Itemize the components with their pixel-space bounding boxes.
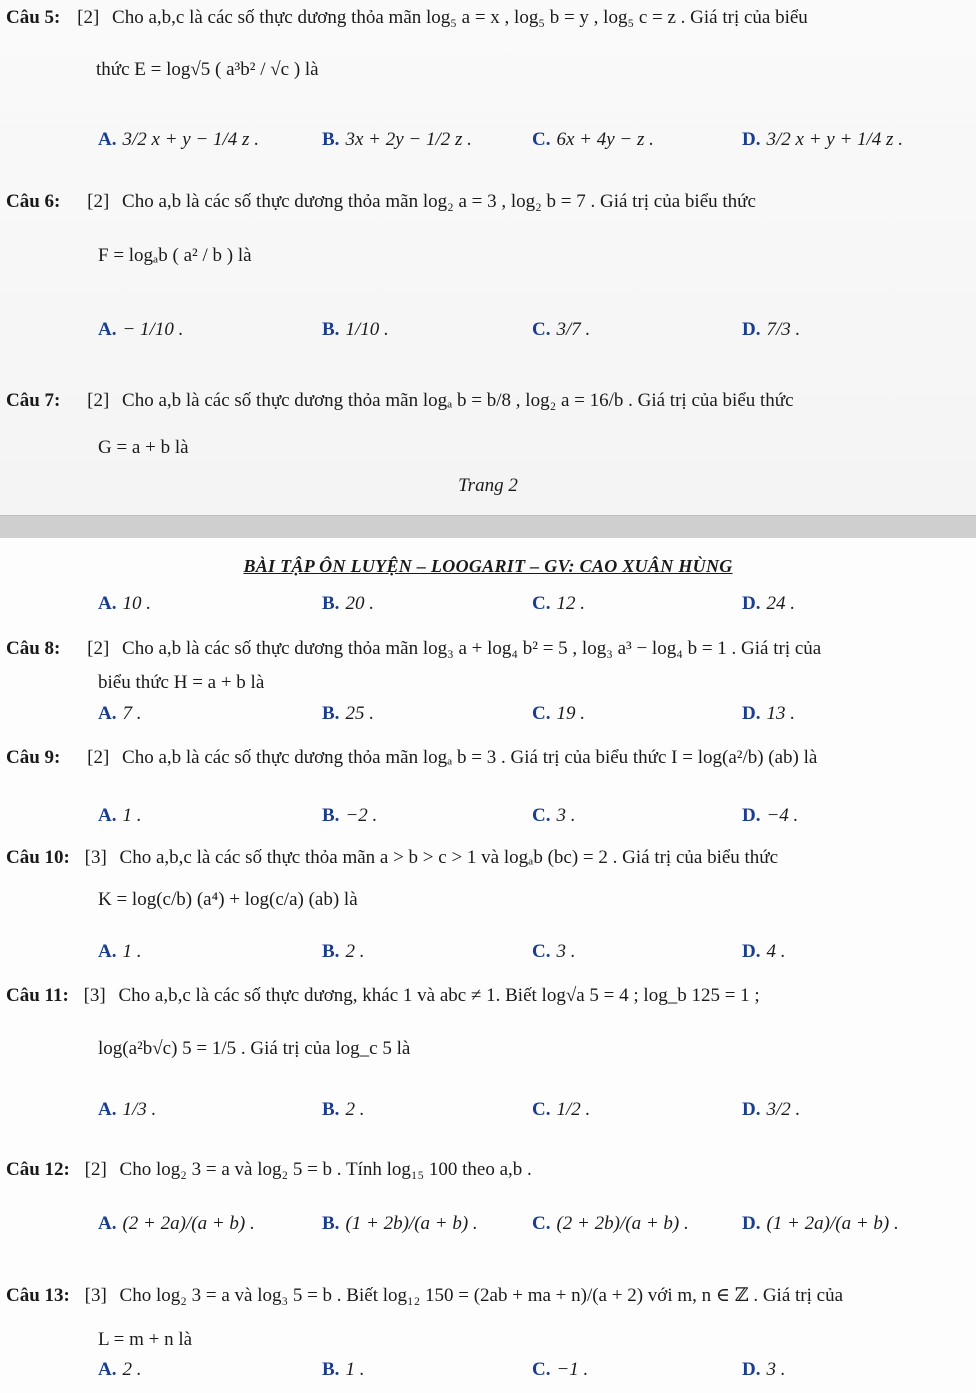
option-label: D. <box>742 1213 761 1234</box>
question-text: F = logₐb ( a² / b ) là <box>98 245 252 266</box>
question-number: Câu 7: <box>6 390 61 411</box>
option-label: A. <box>98 1213 117 1234</box>
option-label: C. <box>532 1359 551 1380</box>
option-label: D. <box>742 593 761 614</box>
option-value: 4 . <box>766 941 786 962</box>
option-b[interactable] <box>322 1358 364 1382</box>
option-value: −1 . <box>556 1359 589 1380</box>
question-text: L = m + n là <box>98 1329 193 1350</box>
option-b[interactable] <box>322 1098 364 1122</box>
option-value: (1 + 2a)/(a + b) . <box>766 1213 899 1234</box>
question-10-line-2 <box>98 888 358 912</box>
option-a[interactable] <box>98 1098 156 1122</box>
option-b[interactable] <box>322 940 364 964</box>
question-number: Câu 11: <box>6 985 69 1006</box>
difficulty-level: [2] <box>84 1159 107 1180</box>
question-number: Câu 10: <box>6 847 70 868</box>
option-value: 19 . <box>556 703 585 724</box>
option-value: 7/3 . <box>766 319 801 340</box>
option-value: (2 + 2b)/(a + b) . <box>556 1213 689 1234</box>
option-label: D. <box>742 1359 761 1380</box>
option-value: 2 . <box>345 941 365 962</box>
option-a[interactable] <box>98 940 141 964</box>
option-c[interactable] <box>532 702 585 726</box>
option-value: 3/2 x + y − 1/4 z . <box>122 129 259 150</box>
option-value: 3 . <box>766 1359 786 1380</box>
question-text: G = a + b là <box>98 437 189 458</box>
option-label: B. <box>322 805 340 826</box>
option-d[interactable] <box>742 1358 785 1382</box>
option-value: (1 + 2b)/(a + b) . <box>345 1213 478 1234</box>
option-label: A. <box>98 1099 117 1120</box>
option-label: C. <box>532 129 551 150</box>
option-value: 1/2 . <box>556 1099 591 1120</box>
question-text: Cho a,b,c là các số thực dương, khác 1 và abc ≠ 1. Biết log√a 5 = 4 ; log_b 125 = 1 ; <box>118 985 760 1006</box>
document-page-2 <box>0 538 976 1393</box>
question-11-line-2 <box>98 1037 410 1061</box>
question-11-line-1 <box>6 984 760 1008</box>
option-value: 13 . <box>766 703 795 724</box>
question-number: Câu 6: <box>6 191 61 212</box>
question-text: Cho a,b là các số thực dương thỏa mãn log₂ a = 3 , log₂ b = 7 . Giá trị của biểu thức <box>122 191 756 212</box>
option-c[interactable] <box>532 1358 588 1382</box>
page-header: BÀI TẬP ÔN LUYỆN – LOOGARIT – GV: CAO XUÂN HÙNG <box>243 556 733 576</box>
option-value: (2 + 2a)/(a + b) . <box>122 1213 255 1234</box>
question-5-line-2 <box>96 58 319 82</box>
option-value: 24 . <box>766 593 795 614</box>
option-c[interactable] <box>532 592 585 616</box>
option-c[interactable] <box>532 128 654 152</box>
option-a[interactable] <box>98 1212 255 1236</box>
option-label: A. <box>98 319 117 340</box>
option-label: C. <box>532 941 551 962</box>
option-c[interactable] <box>532 940 575 964</box>
question-5-line-1 <box>6 6 808 30</box>
option-a[interactable] <box>98 318 183 342</box>
option-label: D. <box>742 1099 761 1120</box>
question-text: Cho a,b là các số thực dương thỏa mãn log₃ a + log₄ b² = 5 , log₃ a³ − log₄ b = 1 . Giá trị của <box>122 638 822 659</box>
question-7-line-1 <box>6 389 794 413</box>
difficulty-level: [2] <box>87 638 110 659</box>
option-value: 2 . <box>122 1359 142 1380</box>
question-number: Câu 5: <box>6 7 61 28</box>
option-value: 25 . <box>345 703 374 724</box>
option-value: 3 . <box>556 805 576 826</box>
option-d[interactable] <box>742 318 800 342</box>
option-value: 1 . <box>122 941 142 962</box>
option-value: 3x + 2y − 1/2 z . <box>345 129 472 150</box>
difficulty-level: [2] <box>87 390 110 411</box>
option-label: D. <box>742 703 761 724</box>
option-value: − 1/10 . <box>122 319 184 340</box>
option-a[interactable] <box>98 702 141 726</box>
option-label: D. <box>742 129 761 150</box>
difficulty-level: [3] <box>84 1285 107 1306</box>
option-label: B. <box>322 941 340 962</box>
option-a[interactable] <box>98 128 259 152</box>
option-label: B. <box>322 1213 340 1234</box>
option-label: C. <box>532 1099 551 1120</box>
option-d[interactable] <box>742 1212 899 1236</box>
option-d[interactable] <box>742 940 785 964</box>
question-number: Câu 13: <box>6 1285 70 1306</box>
question-text: Cho a,b,c là các số thực thỏa mãn a > b > c > 1 và logₐb (bc) = 2 . Giá trị của biểu thức <box>119 847 779 868</box>
option-label: A. <box>98 593 117 614</box>
question-7-line-2 <box>98 436 189 460</box>
option-value: −2 . <box>345 805 378 826</box>
option-c[interactable] <box>532 318 590 342</box>
question-6-line-2 <box>98 244 252 268</box>
question-number: Câu 9: <box>6 747 61 768</box>
option-b[interactable] <box>322 318 389 342</box>
option-value: 3 . <box>556 941 576 962</box>
option-label: B. <box>322 703 340 724</box>
document-page-1 <box>0 0 976 515</box>
option-value: 10 . <box>122 593 151 614</box>
option-label: A. <box>98 129 117 150</box>
option-label: A. <box>98 941 117 962</box>
question-text: thức E = log√5 ( a³b² / √c ) là <box>96 59 319 80</box>
option-label: A. <box>98 703 117 724</box>
option-d[interactable] <box>742 702 795 726</box>
question-9-line-1 <box>6 746 817 770</box>
option-d[interactable] <box>742 804 798 828</box>
question-6-line-1 <box>6 190 756 214</box>
option-a[interactable] <box>98 804 141 828</box>
difficulty-level: [3] <box>84 847 107 868</box>
option-d[interactable] <box>742 1098 800 1122</box>
page-footer: Trang 2 <box>458 475 518 496</box>
option-value: 1 . <box>345 1359 365 1380</box>
option-label: C. <box>532 593 551 614</box>
option-a[interactable] <box>98 1358 141 1382</box>
option-value: 3/7 . <box>556 319 591 340</box>
option-d[interactable] <box>742 592 795 616</box>
question-12-line-1 <box>6 1158 532 1182</box>
question-number: Câu 12: <box>6 1159 70 1180</box>
option-b[interactable] <box>322 804 377 828</box>
option-value: 3/2 . <box>766 1099 801 1120</box>
option-label: B. <box>322 1359 340 1380</box>
option-label: D. <box>742 941 761 962</box>
difficulty-level: [2] <box>87 191 110 212</box>
option-value: 1/3 . <box>122 1099 157 1120</box>
option-label: B. <box>322 129 340 150</box>
question-text: Cho log₂ 3 = a và log₂ 5 = b . Tính log₁₅ 100 theo a,b . <box>119 1159 532 1180</box>
option-label: B. <box>322 593 340 614</box>
option-value: −4 . <box>766 805 799 826</box>
option-b[interactable] <box>322 128 472 152</box>
question-8-line-1 <box>6 637 821 661</box>
option-label: D. <box>742 805 761 826</box>
difficulty-level: [2] <box>77 7 100 28</box>
option-value: 7 . <box>122 703 142 724</box>
option-b[interactable] <box>322 702 374 726</box>
option-label: B. <box>322 1099 340 1120</box>
option-label: A. <box>98 1359 117 1380</box>
question-8-line-2 <box>98 671 264 695</box>
option-d[interactable] <box>742 128 903 152</box>
question-10-line-1 <box>6 846 778 870</box>
question-text: biểu thức H = a + b là <box>98 672 265 693</box>
option-c[interactable] <box>532 1098 590 1122</box>
page-separator <box>0 515 976 539</box>
option-label: C. <box>532 703 551 724</box>
option-value: 6x + 4y − z . <box>556 129 654 150</box>
question-text: Cho a,b là các số thực dương thỏa mãn logₐ b = b/8 , log₂ a = 16/b . Giá trị của biểu thức <box>122 390 794 411</box>
question-13-line-2 <box>98 1328 192 1352</box>
option-label: D. <box>742 319 761 340</box>
question-text: Cho a,b là các số thực dương thỏa mãn logₐ b = 3 . Giá trị của biểu thức I = log(a²/b) (ab) là <box>122 747 818 768</box>
option-label: A. <box>98 805 117 826</box>
option-value: 2 . <box>345 1099 365 1120</box>
option-c[interactable] <box>532 804 575 828</box>
option-b[interactable] <box>322 592 374 616</box>
difficulty-level: [2] <box>87 747 110 768</box>
question-text: Cho a,b,c là các số thực dương thỏa mãn log₅ a = x , log₅ b = y , log₅ c = z . Giá trị của biểu <box>112 7 808 28</box>
option-c[interactable] <box>532 1212 689 1236</box>
option-label: C. <box>532 319 551 340</box>
option-value: 1 . <box>122 805 142 826</box>
question-13-line-1 <box>6 1284 843 1308</box>
option-b[interactable] <box>322 1212 478 1236</box>
option-a[interactable] <box>98 592 151 616</box>
option-label: C. <box>532 1213 551 1234</box>
option-value: 12 . <box>556 593 585 614</box>
question-number: Câu 8: <box>6 638 61 659</box>
option-label: C. <box>532 805 551 826</box>
question-text: K = log(c/b) (a⁴) + log(c/a) (ab) là <box>98 889 358 910</box>
option-value: 20 . <box>345 593 374 614</box>
question-text: Cho log₂ 3 = a và log₃ 5 = b . Biết log₁₂ 150 = (2ab + ma + n)/(a + 2) với m, n ∈ ℤ . Giá trị của <box>119 1285 843 1306</box>
option-label: B. <box>322 319 340 340</box>
option-value: 1/10 . <box>345 319 389 340</box>
difficulty-level: [3] <box>83 985 106 1006</box>
question-text: log(a²b√c) 5 = 1/5 . Giá trị của log_c 5 là <box>98 1038 411 1059</box>
option-value: 3/2 x + y + 1/4 z . <box>766 129 903 150</box>
